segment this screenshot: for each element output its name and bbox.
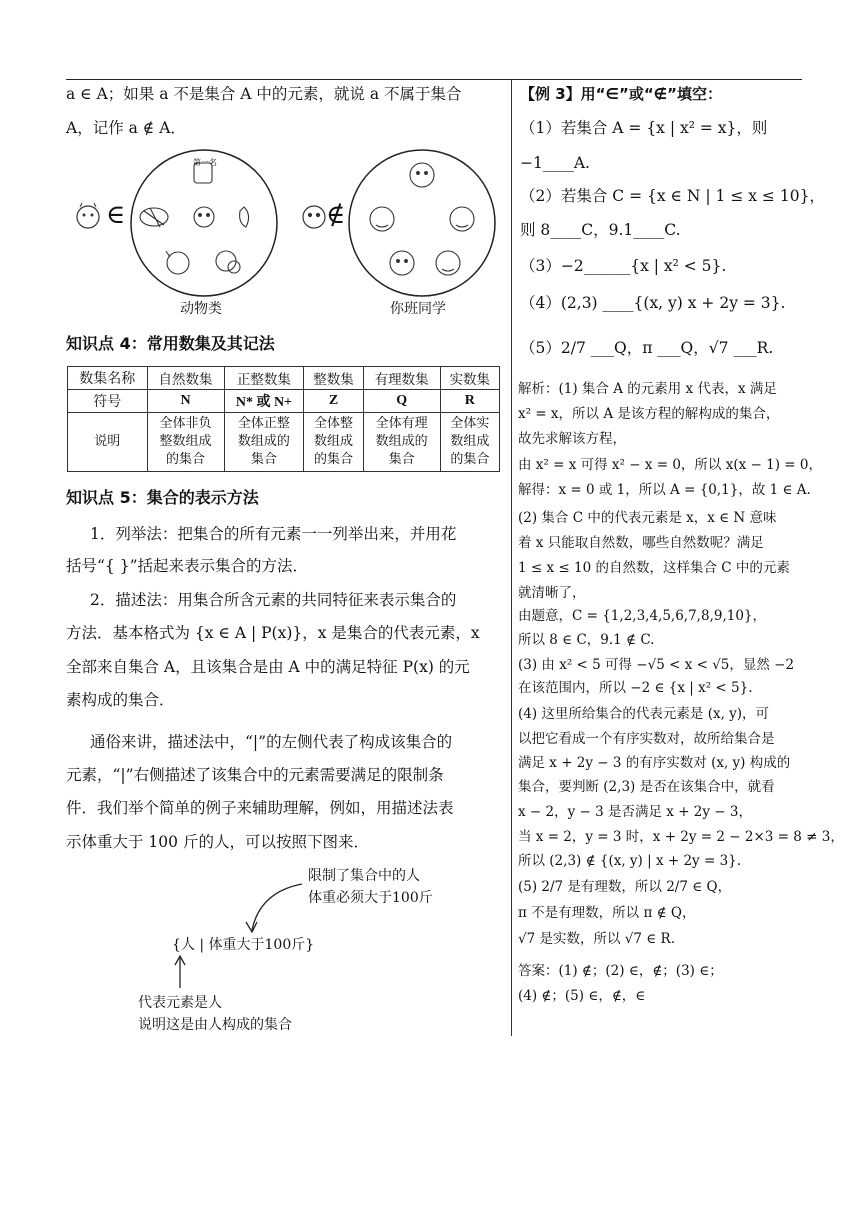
element-of-symbol: ∈ [106, 200, 126, 230]
desc-line: 数组成的 [237, 434, 290, 449]
enumeration-line-2: 括号“{ }”括起来表示集合的方法． [66, 557, 308, 575]
symbol-cell: N* 或 N+ [224, 390, 304, 413]
question-4: （4）(2,3) ____{(x, y) x + 2y = 3}. [520, 294, 786, 312]
symbol-cell: Z [304, 390, 363, 413]
desc-cell [147, 413, 224, 472]
set-membership-figure [66, 145, 506, 325]
question-1-line-2: −1____A. [520, 154, 590, 172]
desc-line: 的集合 [166, 452, 206, 467]
solution-line: 故先求解该方程， [518, 431, 626, 447]
desc-line: 的集合 [450, 452, 490, 467]
desc-line: 全体非负 [159, 416, 212, 431]
top-rule [66, 79, 802, 80]
desc-line: 数组成的 [375, 434, 428, 449]
solution-line: 由题意，C = {1,2,3,4,5,6,7,8,9,10}， [518, 608, 767, 624]
symbol-label: 符号 [68, 390, 148, 413]
diagram-note-top-2: 体重必须大于100斤 [308, 890, 433, 906]
plain-explanation-line-1: 通俗来讲，描述法中，“|”的左侧代表了构成该集合的 [90, 733, 453, 751]
desc-line: 集合 [388, 452, 415, 467]
solution-line: 当 x = 2，y = 3 时，x + 2y = 2 − 2×3 = 8 ≠ 3， [518, 829, 844, 845]
solution-line: √7 是实数，所以 √7 ∈ R. [518, 931, 675, 947]
question-3: （3）−2______{x | x² < 5}. [520, 257, 727, 275]
example-3-title: 【例 3】用“∈”或“∉”填空： [520, 85, 722, 103]
desc-cell [363, 413, 440, 472]
desc-line: 全体正整 [237, 416, 290, 431]
solution-line: 集合，要判断 (2,3) 是否在该集合中，就看 [518, 779, 775, 795]
plain-explanation-line-2: 元素，“|”右侧描述了该集合中的元素需要满足的限制条 [66, 766, 444, 784]
set-builder-expression: {人 | 体重大于100斤} [172, 937, 315, 953]
solution-line: π 不是有理数，所以 π ∉ Q， [518, 905, 696, 921]
solution-line: 答案：(1) ∉；(2) ∈，∉；(3) ∈； [518, 963, 723, 979]
desc-line: 数组成 [314, 434, 354, 449]
description-line-4: 素构成的集合． [66, 691, 175, 709]
desc-line: 集合 [250, 452, 277, 467]
solution-line: 就清晰了， [518, 585, 586, 601]
desc-cell [224, 413, 304, 472]
diagram-note-bottom-1: 代表元素是人 [138, 995, 222, 1011]
solution-line: 着 x 只能取自然数，哪些自然数呢？满足 [518, 535, 764, 551]
solution-line: (5) 2/7 是有理数，所以 2/7 ∈ Q， [518, 879, 732, 895]
animal-outside-icon [77, 203, 99, 228]
enumeration-line-1: 1．列举法：把集合的所有元素一一列举出来，并用花 [90, 525, 457, 543]
solution-line: 由 x² = x 可得 x² − x = 0，所以 x(x − 1) = 0， [518, 457, 822, 473]
question-1-line-1: （1）若集合 A = {x | x² = x}，则 [520, 119, 768, 137]
solution-line: 满足 x + 2y − 3 的有序实数对 (x, y) 构成的 [518, 755, 791, 771]
animal-set-caption: 动物类 [180, 301, 222, 317]
solution-line: (2) 集合 C 中的代表元素是 x，x ∈ N 意味 [518, 510, 777, 526]
solution-line: 所以 8 ∈ C，9.1 ∉ C. [518, 632, 655, 648]
solution-line: 解析：(1) 集合 A 的元素用 x 代表，x 满足 [518, 381, 777, 397]
solution-line: x² = x，所以 A 是该方程的解构成的集合， [518, 406, 780, 422]
desc-line: 全体实 [450, 416, 490, 431]
desc-label: 说明 [68, 413, 148, 472]
solution-line: 解得：x = 0 或 1，所以 A = {0,1}，故 1 ∈ A. [518, 482, 811, 498]
column-divider [511, 80, 512, 1036]
person-outside-icon [303, 206, 325, 228]
solution-line: 以把它看成一个有序实数对，故所给集合是 [518, 731, 775, 747]
header-cell: 自然数集 [147, 367, 224, 390]
symbol-cell: Q [363, 390, 440, 413]
symbol-cell: N [147, 390, 224, 413]
number-sets-table [67, 366, 500, 472]
desc-line: 整数组成 [159, 434, 212, 449]
solution-line: x − 2，y − 3 是否满足 x + 2y − 3， [518, 804, 752, 820]
desc-line: 的集合 [314, 452, 354, 467]
desc-line: 数组成 [450, 434, 490, 449]
header-cell: 正整数集 [224, 367, 304, 390]
header-cell: 整数集 [304, 367, 363, 390]
knowledge-point-5-title: 知识点 5：集合的表示方法 [66, 488, 259, 507]
not-element-of-symbol: ∉ [326, 200, 346, 230]
desc-cell [304, 413, 363, 472]
header-cell: 有理数集 [363, 367, 440, 390]
solution-line: (3) 由 x² < 5 可得 −√5 < x < √5，显然 −2 [518, 657, 795, 673]
header-cell: 数集名称 [68, 367, 148, 390]
description-line-2: 方法．基本格式为 {x ∈ A | P(x)}，x 是集合的代表元素，x [66, 624, 480, 642]
solution-line: 1 ≤ x ≤ 10 的自然数，这样集合 C 中的元素 [518, 560, 790, 576]
header-cell: 实数集 [440, 367, 499, 390]
solution-line: 所以 (2,3) ∉ {(x, y) | x + 2y = 3}. [518, 853, 742, 869]
top-animal-label: 第一名 [193, 158, 217, 167]
plain-explanation-line-4: 示体重大于 100 斤的人，可以按照下图来． [66, 833, 369, 851]
question-2-line-2: 则 8____C，9.1____C. [520, 221, 681, 239]
desc-cell [440, 413, 499, 472]
solution-line: 在该范围内，所以 −2 ∈ {x | x² < 5}. [518, 680, 753, 696]
knowledge-point-4-title: 知识点 4：常用数集及其记法 [66, 334, 275, 353]
desc-line: 全体整 [314, 416, 354, 431]
diagram-note-bottom-2: 说明这是由人构成的集合 [138, 1017, 292, 1033]
plain-explanation-line-3: 件．我们举个简单的例子来辅助理解，例如，用描述法表 [66, 799, 454, 817]
question-2-line-1: （2）若集合 C = {x ∈ N | 1 ≤ x ≤ 10}， [520, 187, 825, 205]
description-line-1: 2．描述法：用集合所含元素的共同特征来表示集合的 [90, 591, 457, 609]
solution-line: (4) 这里所给集合的代表元素是 (x, y)，可 [518, 706, 770, 722]
question-5: （5）2/7 ___Q，π ___Q，√7 ___R. [520, 339, 774, 357]
intro-line-2: A，记作 a ∉ A． [66, 119, 186, 137]
intro-line-1: a ∈ A；如果 a 不是集合 A 中的元素，就说 a 不属于集合 [66, 85, 462, 103]
solution-line: (4) ∉；(5) ∈，∉，∈ [518, 988, 646, 1004]
diagram-note-top-1: 限制了集合中的人 [308, 868, 420, 884]
desc-line: 全体有理 [375, 416, 428, 431]
animal-set-circle [131, 150, 277, 296]
classmates-set-caption: 你班同学 [390, 301, 446, 317]
description-line-3: 全部来自集合 A，且该集合是由 A 中的满足特征 P(x) 的元 [66, 658, 470, 676]
symbol-cell: R [440, 390, 499, 413]
